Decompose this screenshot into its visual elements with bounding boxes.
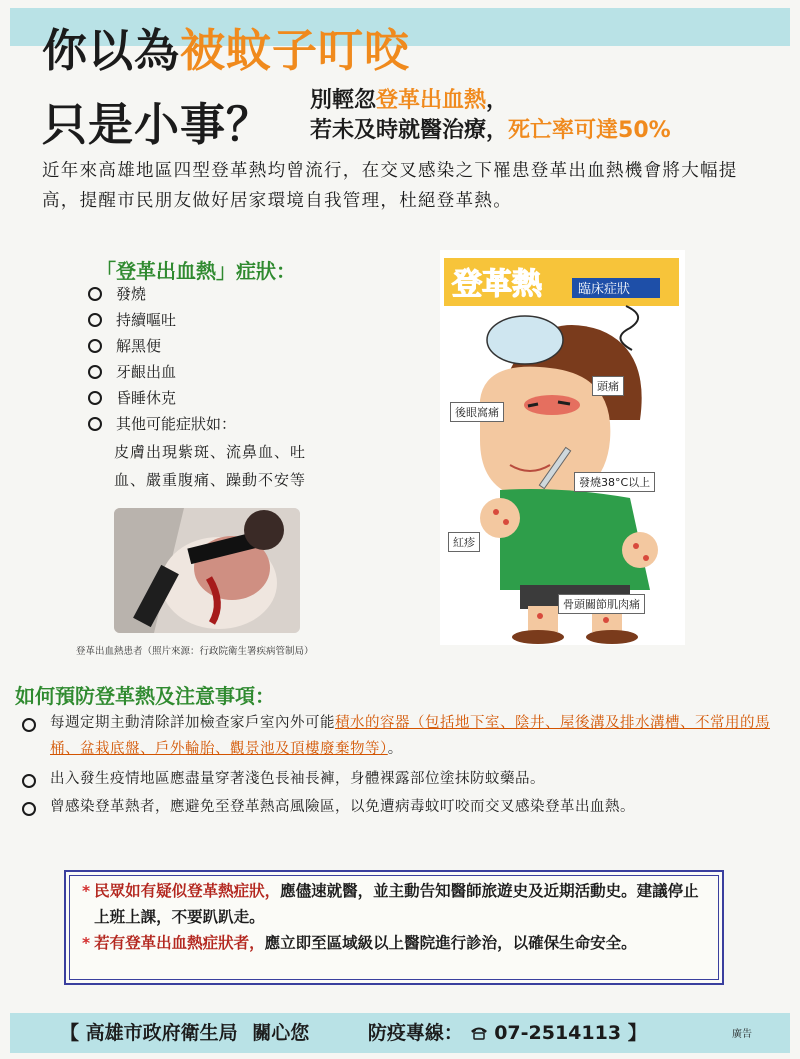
patient-photo <box>114 508 300 633</box>
bullet-circle-icon <box>88 287 102 301</box>
intro-paragraph: 近年來高雄地區四型登革熱均曾流行，在交叉感染之下罹患登革出血熱機會將大幅提高，提醒市民朋友做好居家環境自我管理，杜絕登革熱。 <box>42 161 738 211</box>
health-bureau-name: 高雄市政府衛生局 <box>85 1022 238 1044</box>
prevention-item: 出入發生疫情地區應盡量穿著淺色長袖長褲，身體裸露部位塗抹防蚊藥品。 <box>20 766 780 792</box>
asterisk-icon: * <box>82 882 91 900</box>
photo-caption: 登革出血熱患者（照片來源：行政院衛生署疾病管制局） <box>76 646 314 657</box>
mortality-rate: 死亡率可達50% <box>508 118 671 143</box>
symptoms-illustration <box>440 250 685 645</box>
tag-headache: 頭痛 <box>592 376 624 396</box>
headline-line-2: 只是小事？ <box>42 98 273 151</box>
symptom-item: 其他可能症狀如： <box>86 412 366 436</box>
tag-rash: 紅疹 <box>448 532 480 552</box>
bullet-circle-icon <box>88 365 102 379</box>
symptom-item: 牙齦出血 <box>86 360 366 384</box>
footer-contact: 【 高雄市政府衛生局 關心您 防疫專線： 07-2514113 】 <box>60 1022 647 1044</box>
water-container-highlight: 積水的容器（包括地下室、陰井、屋後溝及排水溝槽、不常用的馬桶、盆栽底盤、戶外輪胎、觀景池及頂樓廢棄物等） <box>50 715 770 757</box>
symptom-item: 昏睡休克 <box>86 386 366 410</box>
ad-label: 廣告 <box>732 1029 752 1040</box>
tag-eye-pain: 後眼窩痛 <box>450 402 504 422</box>
symptom-item: 發燒 <box>86 282 366 306</box>
illustration-subtitle: 臨床症狀 <box>578 282 631 297</box>
subheadline: 別輕忽登革出血熱， 若未及時就醫治療，死亡率可達50% <box>310 88 671 143</box>
prevention-title: 如何預防登革熱及注意事項： <box>15 684 275 708</box>
phone-icon <box>470 1023 488 1045</box>
symptoms-title: 「登革出血熱」症狀： <box>96 259 296 283</box>
hotline-number: 07-2514113 <box>494 1022 622 1044</box>
bullet-circle-icon <box>22 774 36 788</box>
symptom-extra-text: 皮膚出現紫斑、流鼻血、吐血、嚴重腹痛、躁動不安等 <box>114 443 307 489</box>
bullet-circle-icon <box>88 391 102 405</box>
symptoms-list <box>86 282 366 494</box>
symptom-item: 解黑便 <box>86 334 366 358</box>
alert-item: * 民眾如有疑似登革熱症狀，應儘速就醫，並主動告知醫師旅遊史及近期活動史。建議停止上班上課，不要趴趴走。 <box>82 878 702 930</box>
prevention-item: 曾感染登革熱者，應避免至登革熱高風險區，以免遭病毒蚊叮咬而交叉感染登革出血熱。 <box>20 794 780 820</box>
symptom-item: 持續嘔吐 <box>86 308 366 332</box>
headline-highlight: 被蚊子叮咬 <box>180 24 411 77</box>
bullet-circle-icon <box>88 313 102 327</box>
asterisk-icon: * <box>82 934 91 952</box>
bullet-circle-icon <box>88 339 102 353</box>
alert-box <box>64 870 724 985</box>
bullet-circle-icon <box>22 718 36 732</box>
tag-bone-pain: 骨頭關節肌肉痛 <box>558 594 645 614</box>
tag-fever: 發燒38°C以上 <box>574 472 655 492</box>
prevention-item: 每週定期主動清除詳加檢查家戶室內外可能積水的容器（包括地下室、陰井、屋後溝及排水溝槽、不常用的馬桶、盆栽底盤、戶外輪胎、觀景池及頂樓廢棄物等）。 <box>20 710 780 762</box>
bullet-circle-icon <box>88 417 102 431</box>
alert-item: * 若有登革出血熱症狀者，應立即至區域級以上醫院進行診治，以確保生命安全。 <box>82 930 702 956</box>
headline-line-1: 你以為被蚊子叮咬 <box>42 24 411 77</box>
bullet-circle-icon <box>22 802 36 816</box>
illustration-title: 登革熱 <box>452 267 542 302</box>
